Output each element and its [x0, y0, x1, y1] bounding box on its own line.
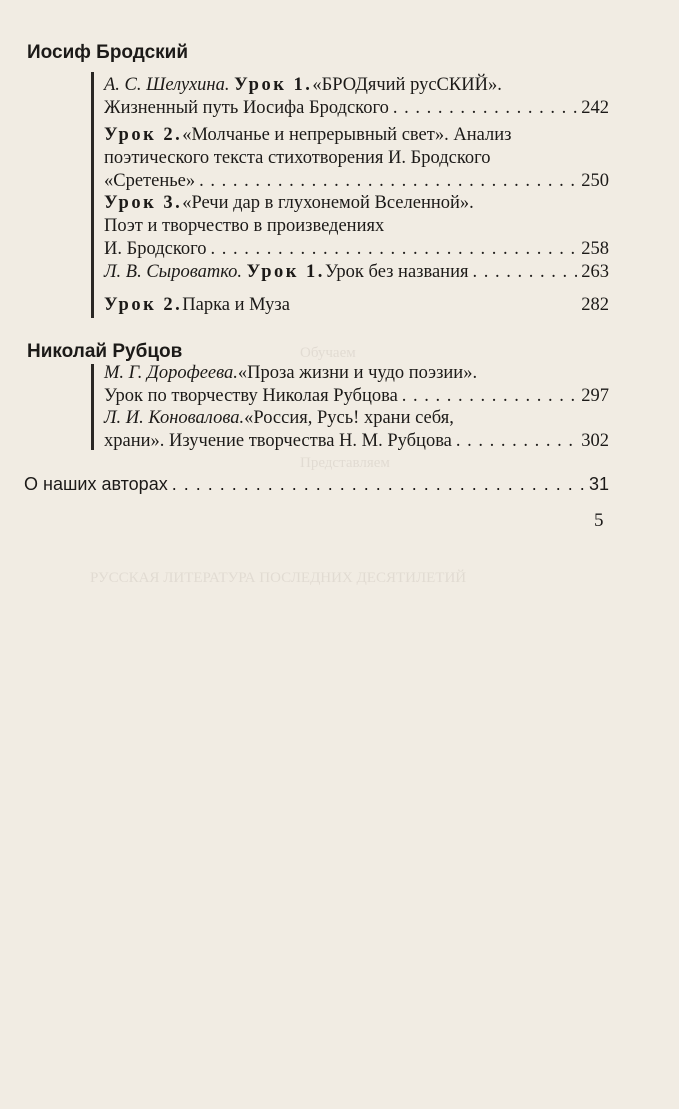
entry-author: М. Г. Дорофеева.	[104, 363, 238, 383]
entry-title-cont: «Сретенье»	[104, 171, 196, 191]
entry-title: «Речи дар в глухонемой Вселенной».	[182, 193, 474, 213]
section-bar	[91, 364, 94, 450]
toc-entry[interactable]	[104, 362, 609, 408]
entry-title-cont: поэтического текста стихотворения И. Бродского	[104, 148, 491, 168]
entry-author: А. С. Шелухина.	[104, 75, 230, 95]
section-bar	[91, 72, 94, 318]
entry-lesson: Урок 2.	[104, 295, 183, 315]
entry-lesson: Урок 1.	[246, 262, 325, 282]
toc-entry[interactable]	[104, 294, 609, 317]
entry-title: Парка и Муза	[182, 295, 290, 315]
toc-entry[interactable]	[104, 74, 609, 120]
toc-entry[interactable]	[104, 407, 609, 453]
entry-page: 263	[581, 262, 609, 282]
section-title-brodsky: Иосиф Бродский	[27, 42, 189, 63]
entry-title: «Молчанье и непрерывный свет». Анализ	[182, 125, 512, 145]
entry-title-cont: Жизненный путь Иосифа Бродского	[104, 98, 389, 118]
leader-dots	[211, 238, 578, 261]
leader-dots	[199, 170, 577, 193]
toc-entry[interactable]	[104, 192, 609, 261]
toc-entry[interactable]	[104, 261, 609, 284]
entry-page: 282	[581, 295, 609, 315]
entry-page: 258	[581, 239, 609, 259]
leader-dots	[402, 385, 577, 408]
bleed-through-text: Обучаем	[300, 345, 356, 361]
entry-title: О наших авторах	[24, 474, 168, 494]
entry-page: 31	[588, 474, 609, 494]
entry-title-cont: И. Бродского	[104, 239, 207, 259]
entry-lesson: Урок 3.	[104, 193, 183, 213]
entry-title: «Проза жизни и чудо поэзии».	[237, 363, 478, 383]
leader-dots	[172, 474, 585, 495]
entry-title-cont: храни». Изучение творчества Н. М. Рубцова	[104, 431, 452, 451]
leader-dots	[473, 261, 578, 284]
toc-entry[interactable]	[104, 124, 609, 193]
entry-lesson: Урок 1.	[234, 75, 313, 95]
leader-dots	[456, 430, 577, 453]
page-number: 5	[594, 510, 604, 531]
entry-title: «БРОДячий русСКИЙ».	[312, 75, 502, 95]
entry-title-cont: Поэт и творчество в произведениях	[104, 216, 385, 236]
entry-page: 242	[581, 98, 609, 118]
toc-entry-about-authors[interactable]	[24, 474, 609, 495]
entry-lesson: Урок 2.	[104, 125, 183, 145]
entry-title: «Россия, Русь! храни себя,	[244, 408, 454, 428]
entry-author: Л. И. Коновалова.	[104, 408, 245, 428]
bleed-through-text: Представляем	[300, 455, 390, 471]
entry-page: 297	[581, 386, 609, 406]
entry-title: Урок без названия	[324, 262, 469, 282]
leader-dots	[393, 97, 577, 120]
entry-author: Л. В. Сыроватко.	[104, 262, 243, 282]
entry-title-cont: Урок по творчеству Николая Рубцова	[104, 386, 398, 406]
entry-page: 250	[581, 171, 609, 191]
entry-page: 302	[581, 431, 609, 451]
section-title-rubtsov: Николай Рубцов	[27, 341, 183, 362]
bleed-through-text: РУССКАЯ ЛИТЕРАТУРА ПОСЛЕДНИХ ДЕСЯТИЛЕТИЙ	[90, 570, 467, 586]
